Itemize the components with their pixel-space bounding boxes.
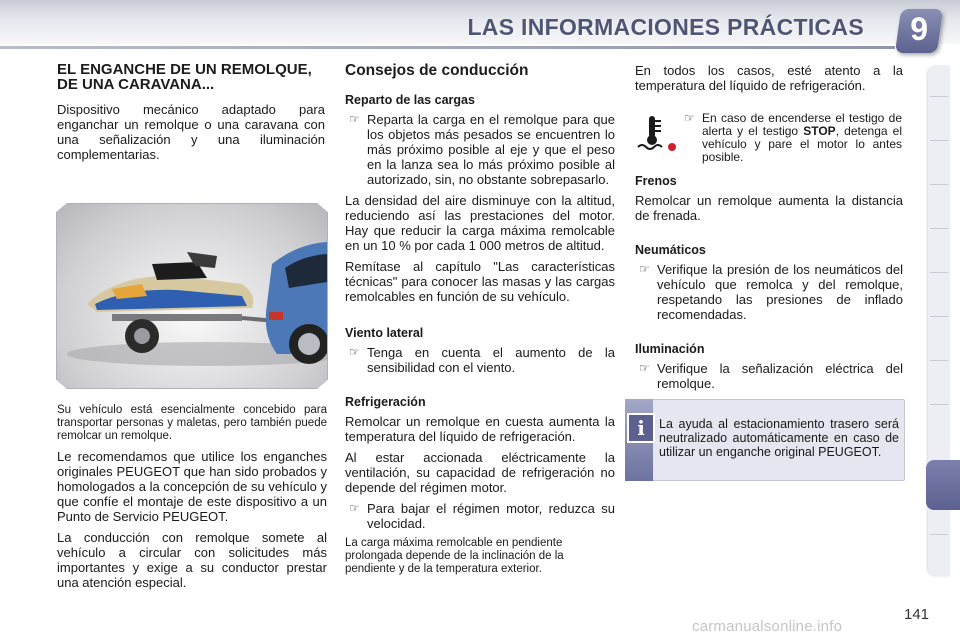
warning-bullet-block [680,112,902,170]
watermark: carmanualsonline.info [692,618,843,635]
tab-divider [930,272,948,273]
heading-cooling: Refrigeración [345,395,426,409]
trailer-illustration [56,203,328,389]
bullet-cooling [345,501,615,531]
pointing-hand-icon: ☞ [639,262,650,276]
heading-load-distribution: Reparto de las cargas [345,93,475,107]
tab-divider [930,534,948,535]
info-icon: i [627,413,655,443]
image-caption: Su vehículo está esencialmente concebido para transportar personas y maletas, pero también puede remolcar un remolque. [57,404,327,442]
tab-divider [930,228,948,229]
coolant-temperature-warning-icon [636,113,680,153]
warning-text-post: , detenga el vehículo y pare el motor lo antes posible. [702,124,903,164]
cooling-paragraph-1: Remolcar un remolque en cuesta aumenta la temperatura del líquido de refrigeración. [345,414,615,444]
cooling-paragraph-2: Al estar accionada eléctricamente la ventilación, su capacidad de refrigeración no depende del régimen motor. [345,450,615,495]
tab-divider [930,316,948,317]
middle-column [345,63,615,582]
heading-tyres: Neumáticos [635,243,706,257]
specs-reference-paragraph: Remítase al capítulo "Las características técnicas" para conocer las masas y las cargas remolcables en función de su vehículo. [345,259,615,304]
bullet-load-text: Reparta la carga en el remolque para que los objetos más pesados se encuentren lo más próximo posible al eje y que el peso en la lanza sea lo más próximo posible al autorizado, sin, no obstante sobrepasarlo. [367,112,615,187]
intro-paragraph: Dispositivo mecánico adaptado para enganchar un remolque o una caravana con una señalización y una iluminación complementarias. [57,102,325,162]
bullet-lighting [635,361,903,391]
pointing-hand-icon: ☞ [639,361,650,375]
stop-label: STOP [803,124,836,138]
chapter-badge [895,9,943,53]
tab-divider [930,184,948,185]
tab-divider [930,96,948,97]
bullet-crosswind-text: Tenga en cuenta el aumento de la sensibilidad con el viento. [367,345,615,375]
info-box-text: La ayuda al estacionamiento trasero será neutralizado automáticamente en caso de utilizar un enganche original PEUGEOT. [659,417,899,459]
recommendation-paragraph: Le recomendamos que utilice los enganches originales PEUGEOT que han sido probados y homologados a la concepción de su vehículo y que confíe el montaje de este dispositivo a un Punto de Servicio PEUGEOT. [57,449,327,524]
bullet-tyres [635,262,903,322]
section-title-driving-advice: Consejos de conducción [345,62,529,79]
driving-caution-paragraph: La conducción con remolque somete al vehículo a circular con solicitudes más importantes y exige a su conductor prestar una atención especial. [57,530,327,590]
bullet-warning-text [702,112,902,164]
bullet-crosswind [345,345,615,375]
left-column-lower [57,404,327,596]
right-column-top [635,63,903,99]
chapter-tab-active[interactable] [926,460,960,510]
bullet-tyres-text: Verifique la presión de los neumáticos del vehículo que remolca y del remolque, respetando las presiones de inflado recomendadas. [657,262,903,322]
bullet-warning [680,112,902,164]
tab-divider [930,140,948,141]
pointing-hand-icon: ☞ [349,345,360,359]
pointing-hand-icon: ☞ [349,501,360,515]
bullet-load [345,112,615,187]
left-column [57,62,325,168]
right-column-bottom [635,174,903,397]
slope-note: La carga máxima remolcable en pendiente prolongada depende de la inclinación de la pendiente y de la temperatura exterior. [345,537,564,575]
header-rule [0,46,895,49]
chapter-number: 9 [910,11,929,47]
bullet-lighting-text: Verifique la señalización eléctrica del remolque. [657,361,903,391]
warning-text-pre: En caso de encenderse el testigo de alerta y el testigo [702,111,902,138]
heading-crosswind: Viento lateral [345,326,424,340]
brakes-paragraph: Remolcar un remolque aumenta la distancia de frenada. [635,193,903,223]
tab-divider [930,404,948,405]
jet-ski-trailer-picture [57,204,327,388]
coolant-watch-paragraph: En todos los casos, esté atento a la temperatura del líquido de refrigeración. [635,63,903,93]
page-section-title: LAS INFORMACIONES PRÁCTICAS [467,14,864,40]
section-title-towing: EL ENGANCHE DE UN REMOLQUE, DE UNA CARAVANA... [57,61,312,93]
altitude-paragraph: La densidad del aire disminuye con la altitud, reduciendo así las prestaciones del motor. Hay que reducir la carga máxima remolcable en un 10 % por cada 1 000 metros de altitud. [345,193,615,253]
heading-lighting: Iluminación [635,342,705,356]
heading-brakes: Frenos [635,174,677,188]
tab-divider [930,360,948,361]
bullet-cooling-text: Para bajar el régimen motor, reduzca su velocidad. [367,501,615,531]
pointing-hand-icon: ☞ [684,111,695,125]
pointing-hand-icon: ☞ [349,112,360,126]
page-number: 141 [904,606,930,623]
